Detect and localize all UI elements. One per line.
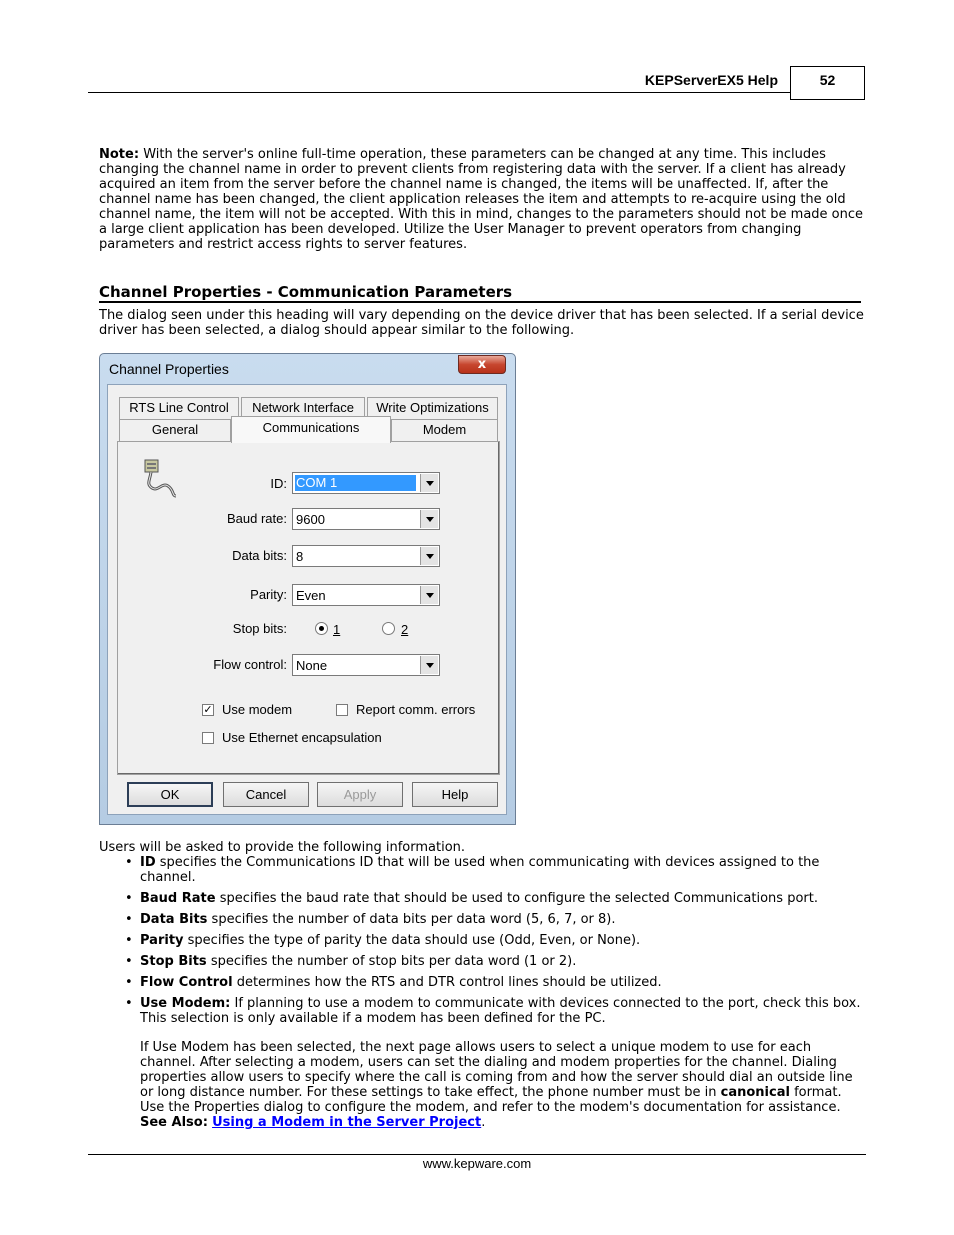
parameter-list (99, 855, 865, 1136)
cancel-button[interactable]: Cancel (223, 782, 309, 807)
list-item: • Stop Bits specifies the number of stop bits per data word (1 or 2). (99, 954, 865, 969)
parity-label: Parity: (250, 587, 287, 602)
baud-rate-value: 9600 (296, 512, 325, 527)
tab-modem[interactable]: Modem (391, 419, 498, 441)
list-item: • Parity specifies the type of parity the data should use (Odd, Even, or None). (99, 933, 865, 948)
footer-url: www.kepware.com (422, 1156, 532, 1171)
data-bits-label: Data bits: (232, 548, 287, 563)
use-modem-label: Use modem (222, 702, 293, 717)
close-button[interactable] (458, 355, 506, 374)
flow-control-label: Flow control: (213, 657, 287, 672)
stop-bits-2-radio[interactable] (382, 622, 395, 635)
info-intro: Users will be asked to provide the following information. (99, 840, 466, 855)
page-number: 52 (819, 72, 836, 88)
flow-control-value: None (296, 658, 328, 673)
list-item: • Use Modem: If planning to use a modem to communicate with devices connected to the port, check this box. This selection is only available if a modem has been defined for the PC. If Use Modem has been selected, the next page allows users to select a unique modem to use for each channel. After selecting a modem, users can set the dialing and modem properties for the channel. Dialing properties allow users to specify where the call is coming from and how the server should dial an outside line or long distance number. For these settings to take effect, the phone number must be in canonical format. Use the Properties dialog to configure the modem, and refer to the modem's documentation for assistance. See Also: Using a Modem in the Server Project. (99, 996, 865, 1130)
note-label: Note: (99, 147, 140, 162)
modem-server-project-link[interactable]: Using a Modem in the Server Project (212, 1115, 482, 1130)
stop-bits-1-label: 1 (333, 622, 341, 637)
parity-dropdown[interactable] (292, 584, 440, 606)
stop-bits-label: Stop bits: (232, 621, 287, 636)
serial-cable-icon (142, 458, 182, 500)
list-item: • ID specifies the Communications ID that will be used when communicating with devices assigned to the channel. (99, 855, 865, 885)
tab-write-optimizations[interactable]: Write Optimizations (367, 397, 498, 419)
chevron-down-icon[interactable] (420, 474, 438, 492)
tab-rts-line-control[interactable]: RTS Line Control (119, 397, 239, 419)
section-intro: The dialog seen under this heading will vary depending on the device driver that has been selected. If a serial device driver has been selected, a dialog should appear similar to the following. (99, 308, 864, 338)
note-paragraph (99, 147, 865, 252)
stop-bits-1-radio[interactable] (315, 622, 328, 635)
header-rule (88, 92, 791, 93)
list-item: • Data Bits specifies the number of data bits per data word (5, 6, 7, or 8). (99, 912, 865, 927)
list-item: • Baud Rate specifies the baud rate that should be used to configure the selected Communications port. (99, 891, 865, 906)
data-bits-dropdown[interactable] (292, 545, 440, 567)
id-dropdown[interactable] (292, 472, 440, 494)
chevron-down-icon[interactable] (420, 586, 438, 604)
tab-network-interface[interactable]: Network Interface (241, 397, 365, 419)
footer-rule (88, 1154, 866, 1155)
use-ethernet-checkbox[interactable] (202, 732, 214, 744)
use-modem-checkbox[interactable]: ✓ (203, 703, 213, 716)
id-label: ID: (270, 476, 287, 491)
parity-value: Even (296, 588, 326, 603)
dialog-client-area (107, 384, 507, 815)
communications-panel (117, 441, 500, 775)
tab-general[interactable]: General (119, 419, 231, 441)
list-item: • Flow Control determines how the RTS and DTR control lines should be utilized. (99, 975, 865, 990)
id-value: COM 1 (295, 475, 416, 491)
dialog-title: Channel Properties (109, 361, 229, 377)
baud-rate-label: Baud rate: (227, 511, 287, 526)
stop-bits-2-label: 2 (401, 622, 409, 637)
document-title: KEPServerEX5 Help (644, 72, 778, 88)
channel-properties-dialog (99, 353, 516, 825)
tab-communications[interactable]: Communications (231, 416, 391, 443)
report-errors-checkbox[interactable] (336, 704, 348, 716)
ok-button[interactable]: OK (127, 782, 213, 807)
chevron-down-icon[interactable] (420, 656, 438, 674)
note-text: With the server's online full-time operation, these parameters can be changed at any time. This includes changing the channel name in order to prevent clients from registering data with the server. If a client has already acquired an item from the server before the channel name is changed, the items will be unaffected. If, after the channel name has been changed, the client application releases the item and attempts to re-acquire using the old channel name, the item will not be accepted. With this in mind, changes to the parameters should not be made once a large client application has been developed. Utilize the User Manager to prevent operators from changing parameters and restrict access rights to server features. (99, 147, 864, 252)
section-heading: Channel Properties - Communication Parameters (99, 284, 861, 303)
close-icon: x (477, 357, 487, 372)
report-errors-label: Report comm. errors (356, 702, 476, 717)
modem-paragraph: If Use Modem has been selected, the next page allows users to select a unique modem to use for each channel. After selecting a modem, users can set the dialing and modem properties for the channel. Dialing properties allow users to specify where the call is coming from and how the server should dial an outside line or long distance number. For these settings to take effect, the phone number must be in canonical format. Use the Properties dialog to configure the modem, and refer to the modem's documentation for assistance. See Also: Using a Modem in the Server Project. (140, 1040, 853, 1130)
baud-rate-dropdown[interactable] (292, 508, 440, 530)
apply-button[interactable]: Apply (317, 782, 403, 807)
data-bits-value: 8 (296, 549, 304, 564)
use-ethernet-label: Use Ethernet encapsulation (222, 730, 382, 745)
chevron-down-icon[interactable] (420, 547, 438, 565)
chevron-down-icon[interactable] (420, 510, 438, 528)
flow-control-dropdown[interactable] (292, 654, 440, 676)
help-button[interactable]: Help (412, 782, 498, 807)
